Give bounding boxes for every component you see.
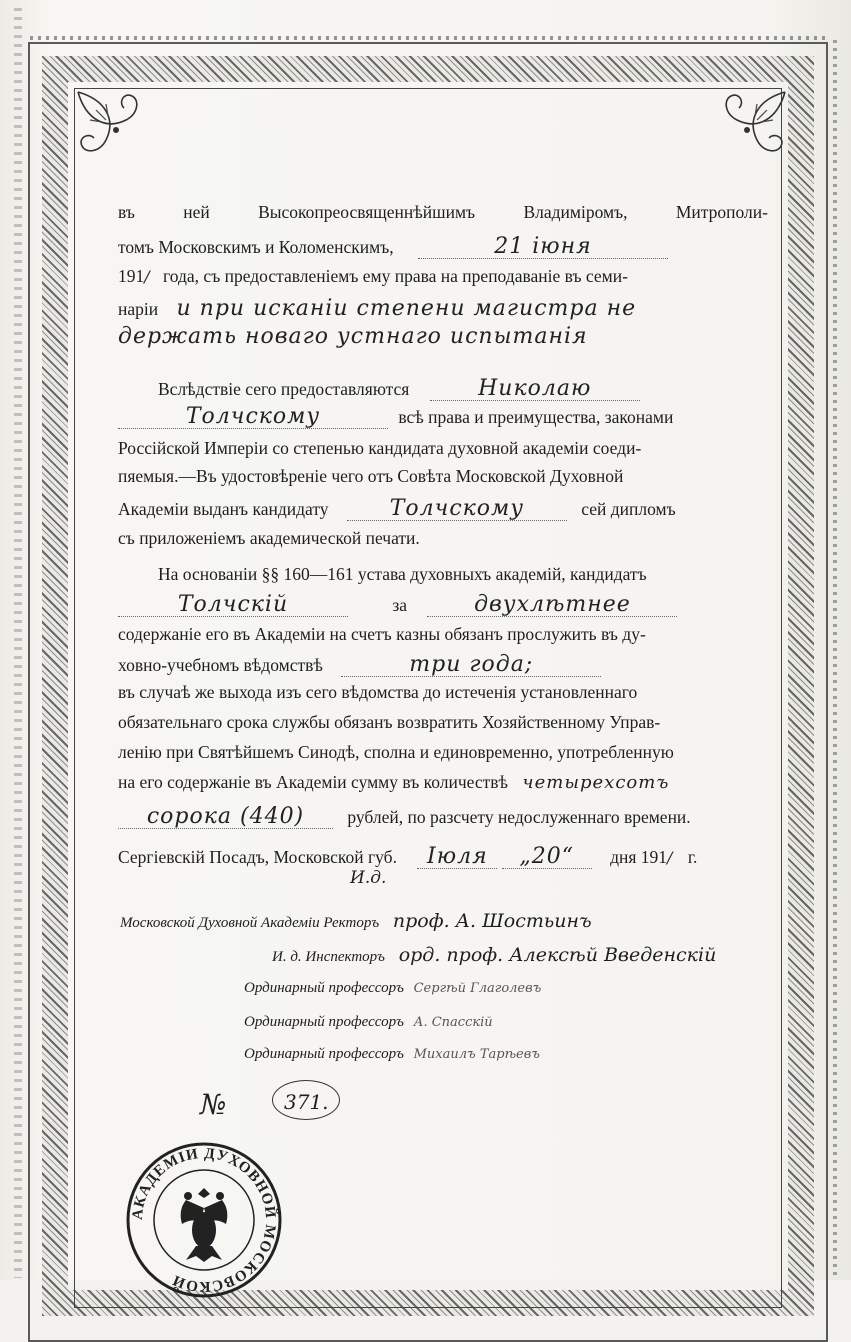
day-field: „20“ (502, 846, 592, 869)
text-line-1 (118, 204, 768, 222)
rector-prefix: И.д. (350, 868, 387, 888)
amount-field: сорока (440) (118, 806, 333, 829)
inspector-signature-line: И. д. Инспекторъ орд. проф. Алексѣй Введенскій (272, 944, 717, 966)
word: ней (183, 202, 210, 222)
surname-field-3: Толчскій (118, 594, 348, 617)
place-date-line: Сергіевскій Посадъ, Московской губ. Іюля „20“ дня 191/ г. (118, 844, 698, 869)
first-name-field: Николаю (430, 378, 640, 401)
right-edge-dots (833, 40, 837, 1280)
text-line-15: ховно-учебномъ вѣдомствѣ три года; (118, 654, 768, 677)
text-line-10: Академіи выданъ кандидату Толчскому сей дипломъ (118, 496, 676, 521)
surname-field: Толчскому (118, 406, 388, 429)
text-line-7: Толчскому всѣ права и преимущества, законами (118, 406, 768, 429)
text-line-8: Россійской Имперіи со степенью кандидата духовной академіи соеди- (118, 438, 642, 458)
text-line-17: обязательнаго срока службы обязанъ возвратить Хозяйственному Управ- (118, 712, 661, 732)
handwritten-condition: и при исканіи степени магистра не (176, 296, 637, 321)
text-line-9: пяемыя.—Въ удостовѣреніе чего отъ Совѣта Московской Духовной (118, 466, 624, 486)
word: Высокопреосвященнѣйшимъ (258, 202, 476, 222)
amount-words-field: четырехсотъ (522, 772, 670, 793)
top-edge-dots (30, 36, 830, 40)
diploma-number: 371. (284, 1090, 329, 1114)
text-line-2: томъ Московскимъ и Коломенскимъ, 21 іюня (118, 236, 768, 259)
professor-3-signature: Михаилъ Тарѣевъ (413, 1047, 540, 1062)
text-line-18: ленію при Святѣйшемъ Синодѣ, сполна и единовременно, употребленную (118, 742, 674, 762)
seal-text: АКАДЕМІИ ДУХОВНОЙ МОСКОВСКОЙ (129, 1145, 279, 1295)
professor-3-line: Ординарный профессоръ Михаилъ Тарѣевъ (244, 1046, 540, 1062)
years-field: двухлѣтнее (427, 594, 677, 617)
rector-signature-line: Московской Духовной Академіи Ректоръ проф. А. Шостьинъ (120, 910, 592, 932)
text-line-11: съ приложеніемъ академической печати. (118, 528, 420, 548)
text-line-4: наріи и при исканіи степени магистра не (118, 296, 637, 321)
professor-1-line: Ординарный профессоръ Сергѣй Глаголевъ (244, 980, 542, 996)
professor-1-signature: Сергѣй Глаголевъ (413, 981, 542, 996)
handwritten-condition-cont: держать новаго устнаго испытанія (118, 324, 588, 349)
text-line-13: Толчскій за двухлѣтнее (118, 594, 768, 617)
corner-ornament-right (697, 90, 787, 180)
inspector-signature: орд. проф. Алексѣй Введенскій (398, 944, 717, 966)
double-eagle-icon (181, 1188, 228, 1262)
text-line-5 (118, 326, 768, 348)
text-line-19: на его содержаніе въ Академіи сумму въ количествѣ четырехсотъ (118, 772, 670, 793)
academy-seal (124, 1140, 284, 1300)
service-term-field: три года; (341, 654, 601, 677)
text-line-3: 191/ года, съ предоставленіемъ ему права на преподаваніе въ семи- (118, 266, 628, 286)
rector-signature: проф. А. Шостьинъ (392, 910, 592, 932)
word: въ (118, 202, 135, 222)
professor-2-signature: А. Спасскій (413, 1015, 493, 1030)
left-edge-dots (14, 8, 22, 1278)
word: Митрополи- (675, 202, 768, 222)
word: Владиміромъ, (523, 202, 628, 222)
corner-ornament-left (76, 90, 166, 180)
surname-field-2: Толчскому (347, 498, 567, 521)
text-line-6: Вслѣдствіе сего предоставляются Николаю (118, 378, 768, 401)
month-field: Іюля (417, 846, 497, 869)
number-sign: № (200, 1088, 227, 1121)
date-field: 21 іюня (418, 236, 668, 259)
text-line-16: въ случаѣ же выхода изъ сего вѣдомства до истеченія установленнаго (118, 682, 638, 702)
professor-2-line: Ординарный профессоръ А. Спасскій (244, 1014, 493, 1030)
text-line-14: содержаніе его въ Академіи на счетъ казны обязанъ прослужить въ ду- (118, 624, 646, 644)
text-line-12: На основаніи §§ 160—161 устава духовныхъ академій, кандидатъ (158, 564, 647, 584)
text-line-20: сорока (440) рублей, по разсчету недослуженнаго времени. (118, 806, 768, 829)
